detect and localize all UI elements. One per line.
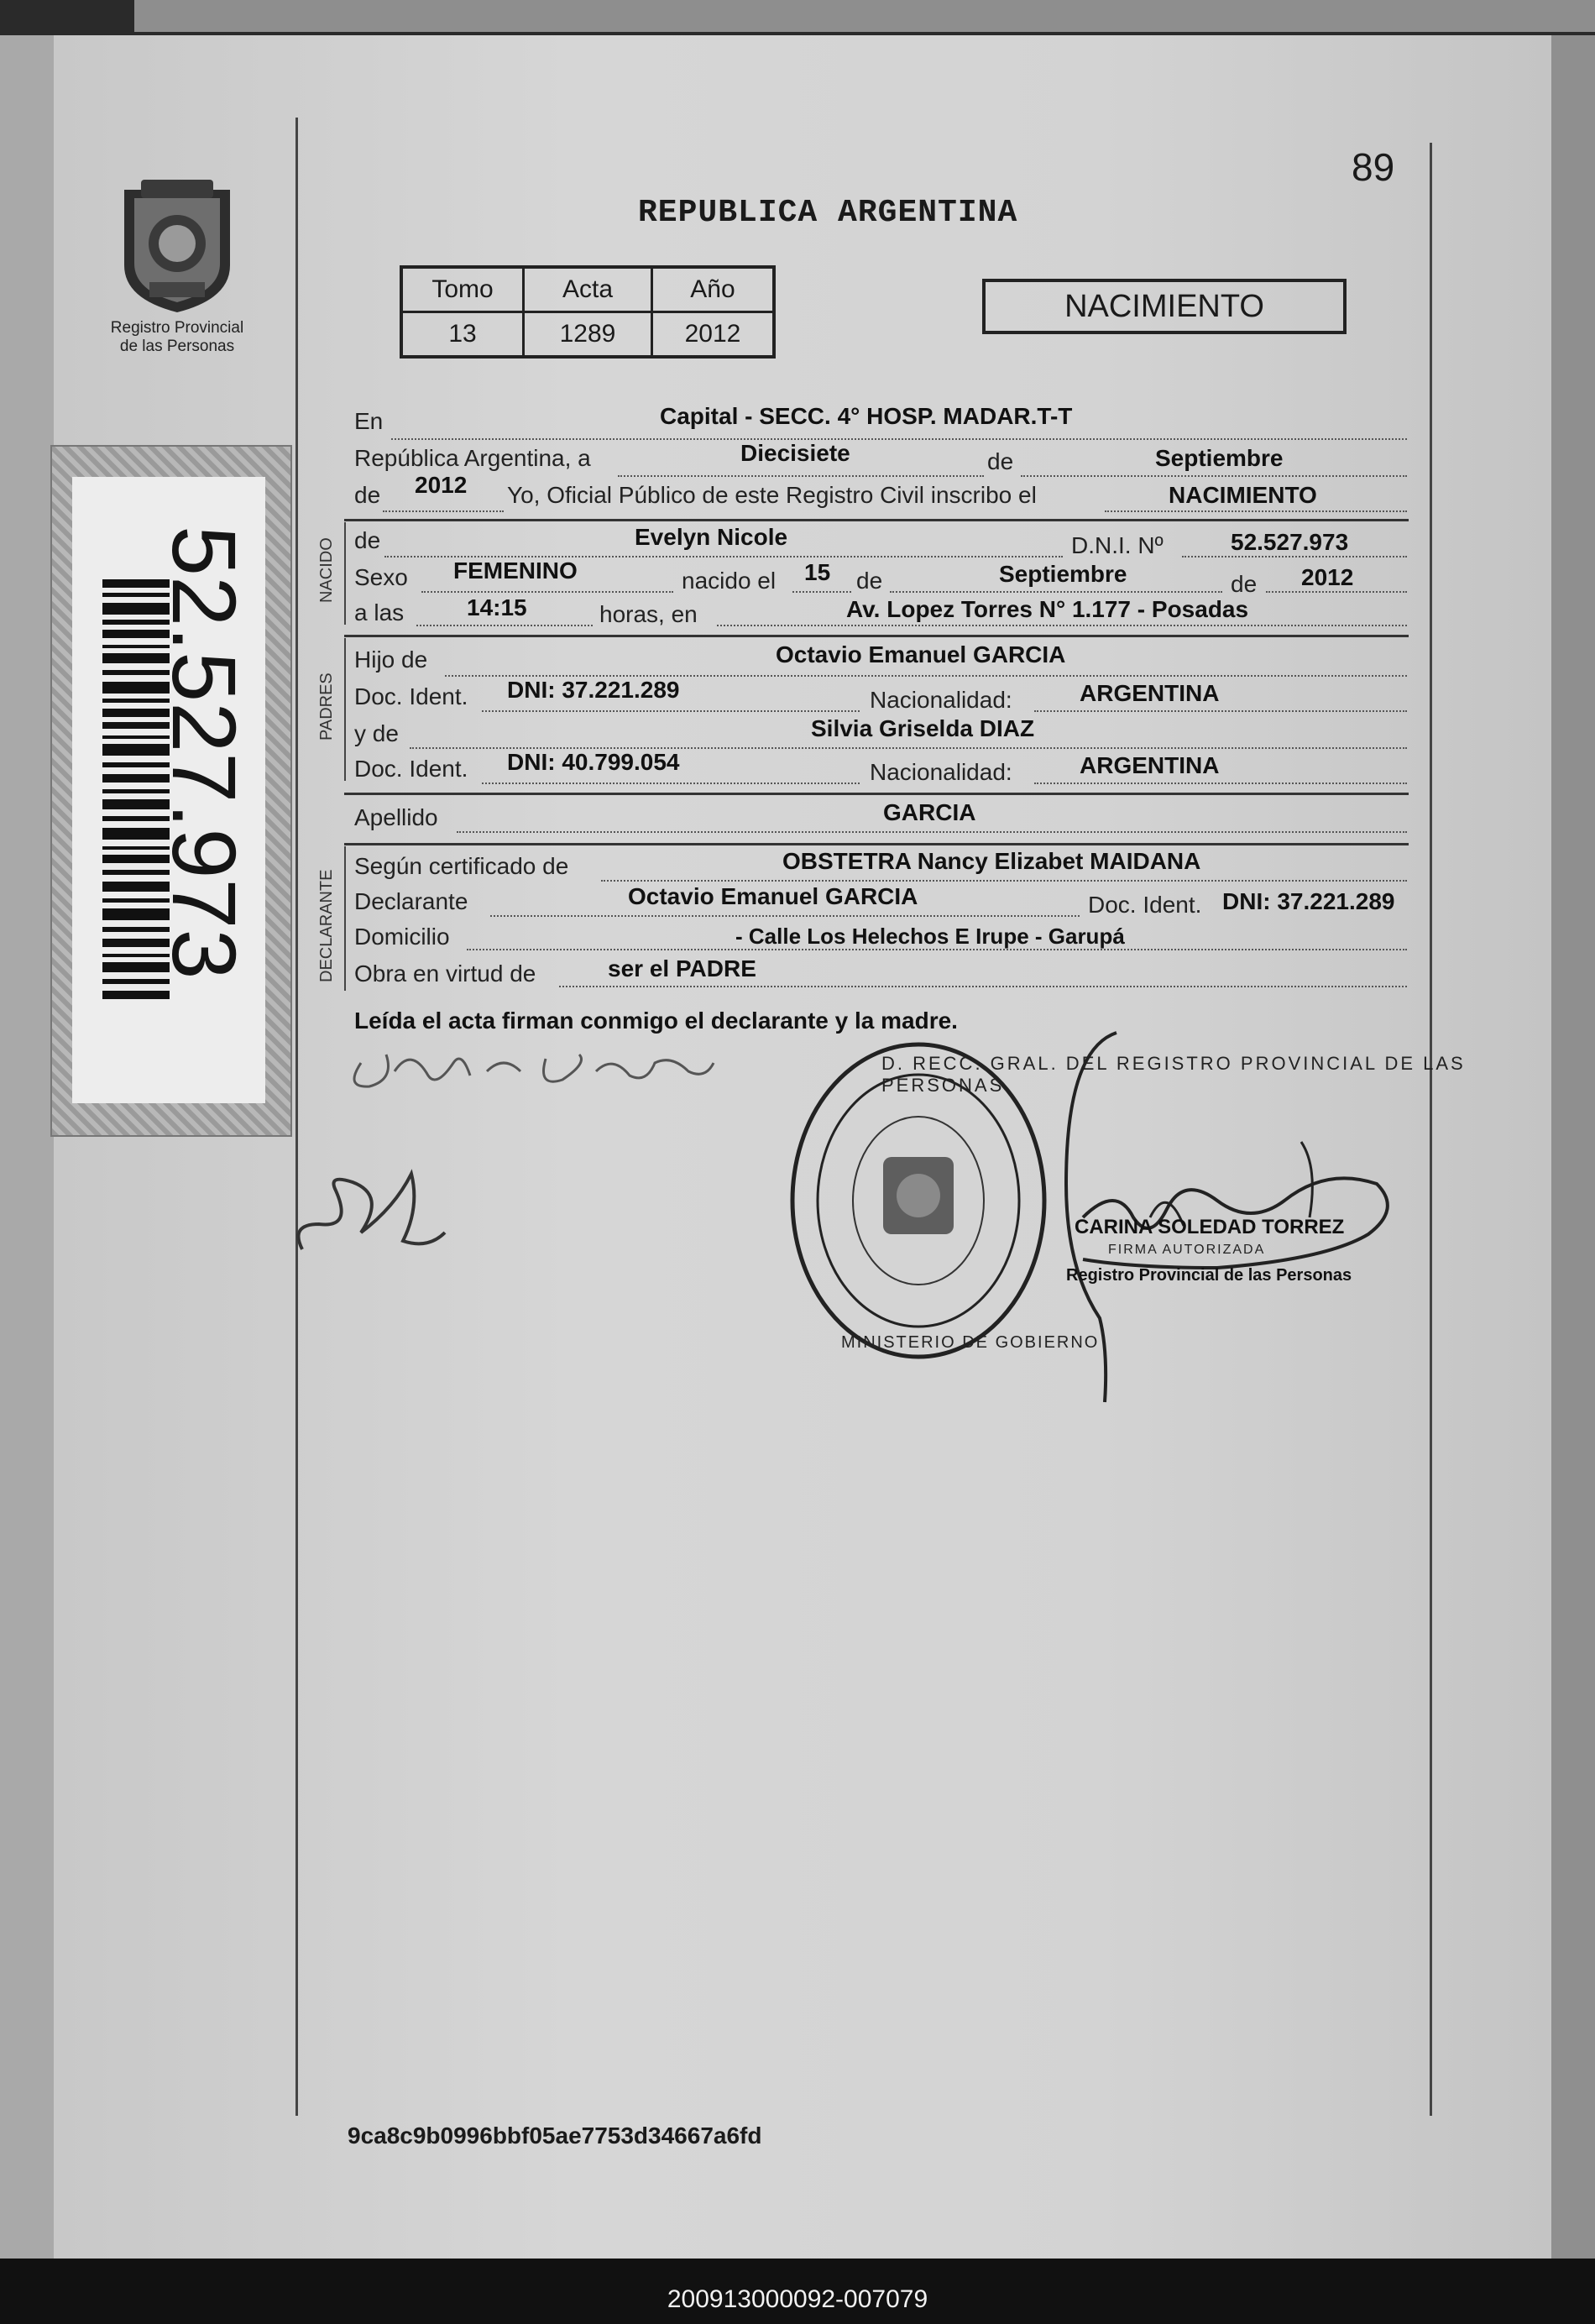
mother-doc: DNI: 40.799.054: [507, 749, 680, 775]
footer-identifier: 200913000092-007079: [667, 2285, 928, 2313]
dotted-line: [482, 710, 860, 712]
officer-role: FIRMA AUTORIZADA: [1108, 1243, 1266, 1257]
dotted-line: [490, 915, 1080, 917]
en-label: En: [354, 408, 384, 434]
record-value-tomo: 13: [401, 312, 524, 358]
birth-year: 2012: [1301, 564, 1354, 590]
segun-label: Según certificado de: [354, 853, 569, 879]
birth-day: 15: [804, 559, 831, 585]
record-header-ano: Año: [652, 267, 775, 312]
child-dni: 52.527.973: [1231, 529, 1349, 555]
dotted-line: [1182, 556, 1407, 557]
declarante-doc: DNI: 37.221.289: [1222, 888, 1395, 914]
mother-signature-icon: [285, 1157, 453, 1266]
section-bracket: [344, 638, 346, 781]
form-right-border: [1430, 143, 1432, 2116]
stamp-outer-text: D. RECC. GRAL. DEL REGISTRO PROVINCIAL DE LAS PERSONAS: [881, 1053, 1466, 1096]
dotted-line: [559, 986, 1407, 987]
hijo-label: Hijo de: [354, 646, 428, 673]
closing-statement: Leída el acta firman conmigo el declarante y la madre.: [354, 1008, 958, 1034]
nacido-de-label: de: [354, 527, 381, 553]
left-page-edge: [0, 35, 54, 2259]
apellido-value: GARCIA: [883, 799, 976, 825]
father-doc: DNI: 37.221.289: [507, 677, 680, 703]
domicilio-label: Domicilio: [354, 924, 450, 950]
barcode-number: 52.527.973: [154, 526, 255, 980]
section-label-declarante: DECLARANTE: [317, 869, 336, 982]
mother-nat-label: Nacionalidad:: [870, 759, 1012, 785]
declarante-label: Declarante: [354, 888, 468, 914]
dotted-line: [416, 625, 593, 626]
record-value-acta: 1289: [524, 312, 652, 358]
dotted-line: [618, 475, 984, 477]
record-value-ano: 2012: [652, 312, 775, 358]
alas-label: a las: [354, 599, 405, 625]
right-page-edge: [1551, 35, 1595, 2259]
registry-emblem-icon: [116, 173, 238, 316]
officer-registry: Registro Provincial de las Personas: [1066, 1266, 1352, 1285]
year-value: 2012: [415, 472, 468, 498]
section-divider: [344, 635, 1409, 637]
inscribe-value: NACIMIENTO: [1169, 482, 1317, 508]
father-nationality: ARGENTINA: [1080, 680, 1220, 706]
officer-name: CARINA SOLEDAD TORREZ: [1075, 1216, 1345, 1238]
dotted-line: [1105, 510, 1407, 512]
dotted-line: [383, 510, 504, 512]
dotted-line: [1034, 710, 1407, 712]
registry-logo-line-1: Registro Provincial: [110, 319, 244, 337]
nacido-de3-label: de: [1231, 571, 1258, 597]
section-bracket: [344, 522, 346, 625]
obra-value: ser el PADRE: [608, 955, 756, 981]
father-doc-label: Doc. Ident.: [354, 683, 468, 709]
document-hash: 9ca8c9b0996bbf05ae7753d34667a6fd: [348, 2122, 762, 2149]
section-bracket: [344, 846, 346, 991]
dotted-line: [1034, 783, 1407, 784]
form-left-border: [295, 118, 298, 2116]
birth-month: Septiembre: [999, 561, 1127, 587]
declarante-doc-label: Doc. Ident.: [1088, 892, 1202, 918]
horas-label: horas, en: [599, 601, 698, 627]
sexo-value: FEMENINO: [453, 557, 578, 584]
sexo-label: Sexo: [354, 564, 408, 590]
parent-signature-icon: [336, 1038, 722, 1105]
dotted-line: [792, 591, 851, 593]
registry-logo-line-2: de las Personas: [119, 338, 235, 355]
oficial-text: Yo, Oficial Público de este Registro Civil inscribo el: [507, 482, 1037, 508]
page-number: 89: [1352, 145, 1395, 189]
record-header-tomo: Tomo: [401, 267, 524, 312]
document-title: REPUBLICA ARGENTINA: [638, 195, 1018, 231]
segun-value: OBSTETRA Nancy Elizabet MAIDANA: [782, 848, 1201, 874]
mother-name: Silvia Griselda DIAZ: [811, 715, 1035, 741]
yde-label: y de: [354, 720, 399, 746]
nacido-de2-label: de: [856, 568, 883, 594]
de-label: de: [987, 448, 1014, 474]
section-divider: [344, 519, 1409, 521]
top-edge: [0, 0, 1595, 35]
record-header-acta: Acta: [524, 267, 652, 312]
dotted-line: [421, 591, 673, 593]
record-type-box: NACIMIENTO: [982, 279, 1347, 334]
officer-signature-icon: [1049, 1016, 1402, 1411]
nacido-el-label: nacido el: [682, 568, 777, 594]
obra-label: Obra en virtud de: [354, 960, 536, 987]
en-value: Capital - SECC. 4° HOSP. MADAR.T-T: [660, 403, 1073, 429]
dotted-line: [391, 438, 1407, 440]
dotted-line: [457, 831, 1407, 833]
dotted-line: [601, 880, 1407, 882]
section-label-nacido: NACIDO: [317, 537, 336, 603]
father-name: Octavio Emanuel GARCIA: [776, 641, 1066, 667]
registry-logo-label: [102, 319, 253, 356]
apellido-label: Apellido: [354, 804, 438, 830]
section-divider: [344, 793, 1409, 795]
mother-doc-label: Doc. Ident.: [354, 756, 468, 782]
section-divider: [344, 843, 1409, 845]
day-written: Diecisiete: [740, 440, 850, 466]
birth-place: Av. Lopez Torres N° 1.177 - Posadas: [846, 596, 1249, 622]
mother-nationality: ARGENTINA: [1080, 752, 1220, 778]
republica-label: República Argentina, a: [354, 445, 591, 471]
birth-time: 14:15: [467, 594, 527, 620]
father-nat-label: Nacionalidad:: [870, 687, 1012, 713]
dotted-line: [1266, 591, 1407, 593]
dotted-line: [717, 625, 1407, 626]
child-name: Evelyn Nicole: [635, 524, 788, 550]
dotted-line: [1021, 475, 1407, 477]
domicilio-value: - Calle Los Helechos E Irupe - Garupá: [735, 924, 1125, 949]
dni-label: D.N.I. Nº: [1071, 532, 1164, 558]
declarante-value: Octavio Emanuel GARCIA: [628, 883, 918, 909]
stamp-inner-text: MINISTERIO DE GOBIERNO: [841, 1333, 1100, 1352]
section-label-padres: PADRES: [317, 673, 336, 741]
dotted-line: [890, 591, 1222, 593]
dotted-line: [482, 783, 860, 784]
month-value: Septiembre: [1155, 445, 1284, 471]
record-table: [400, 265, 776, 359]
de2-label: de: [354, 482, 381, 508]
